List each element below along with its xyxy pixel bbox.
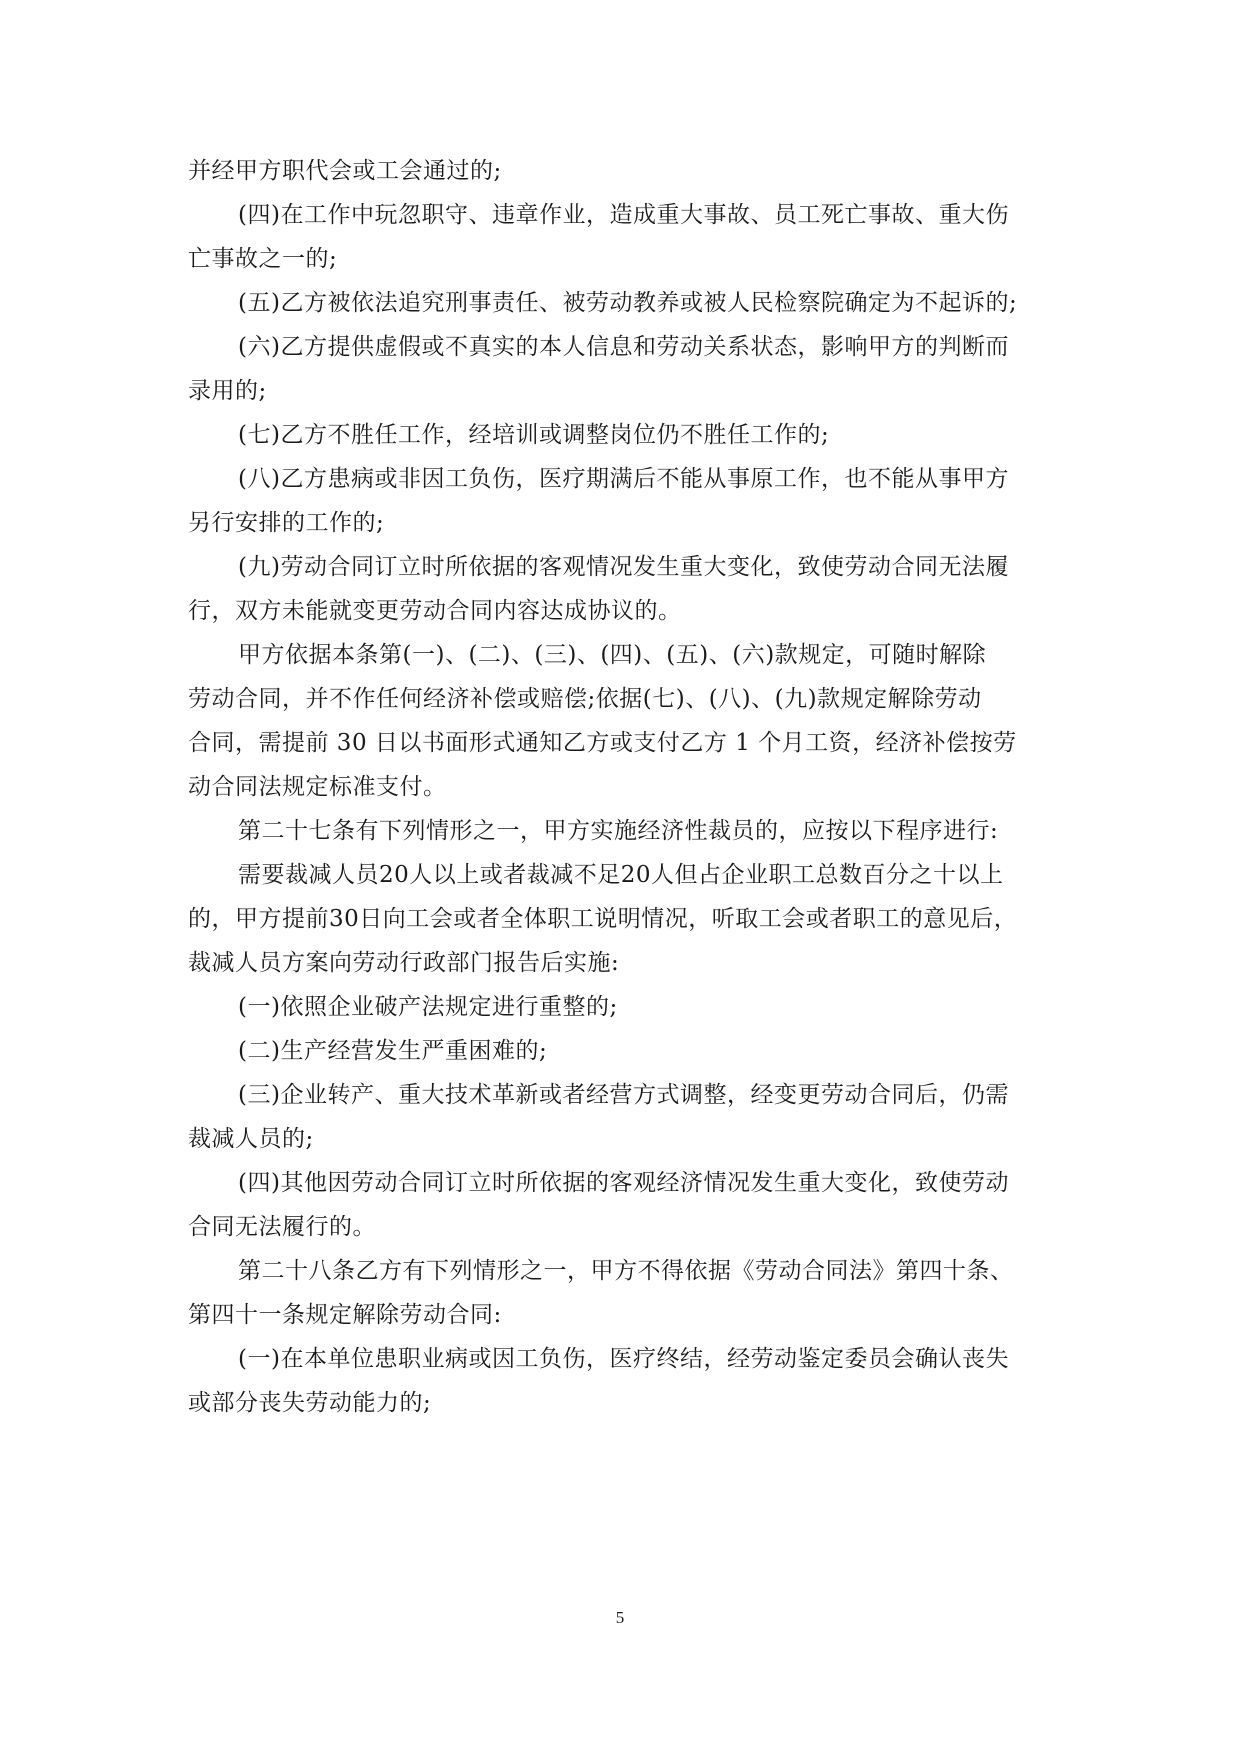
text-line: 行，双方未能就变更劳动合同内容达成协议的。 (188, 598, 682, 624)
text-line: 合同无法履行的。 (188, 1214, 376, 1240)
text-line: 动合同法规定标准支付。 (188, 774, 447, 800)
text-line: (七)乙方不胜任工作，经培训或调整岗位仍不胜任工作的; (238, 422, 830, 448)
text-line: (六)乙方提供虚假或不真实的本人信息和劳动关系状态，影响甲方的判断而 (238, 334, 1009, 360)
text-line: (九)劳动合同订立时所依据的客观情况发生重大变化，致使劳动合同无法履 (238, 554, 1009, 580)
text-line: 并经甲方职代会或工会通过的; (188, 158, 502, 184)
text-line: (八)乙方患病或非因工负伤，医疗期满后不能从事原工作，也不能从事甲方 (238, 466, 1009, 492)
text-line: (五)乙方被依法追究刑事责任、被劳动教养或被人民检察院确定为不起诉的; (238, 290, 1018, 316)
text-line: (一)在本单位患职业病或因工负伤，医疗终结，经劳动鉴定委员会确认丧失 (238, 1346, 1009, 1372)
text-line: 裁减人员方案向劳动行政部门报告后实施: (188, 950, 620, 976)
text-line: (一)依照企业破产法规定进行重整的; (238, 994, 618, 1020)
text-line: 第二十七条有下列情形之一，甲方实施经济性裁员的，应按以下程序进行: (238, 818, 999, 844)
text-line: 劳动合同，并不作任何经济补偿或赔偿;依据(七)、(八)、(九)款规定解除劳动 (188, 686, 982, 712)
text-line: (二)生产经营发生严重困难的; (238, 1038, 548, 1064)
text-line: 第二十八条乙方有下列情形之一，甲方不得依据《劳动合同法》第四十条、 (238, 1258, 1014, 1284)
text-line: 需要裁减人员20人以上或者裁减不足20人但占企业职工总数百分之十以上 (238, 862, 1004, 888)
text-line: 合同，需提前 30 日以书面形式通知乙方或支付乙方 1 个月工资，经济补偿按劳 (188, 730, 1017, 756)
text-line: 亡事故之一的; (188, 246, 338, 272)
text-line: 或部分丧失劳动能力的; (188, 1390, 432, 1416)
text-line: 另行安排的工作的; (188, 510, 385, 536)
text-line: 裁减人员的; (188, 1126, 314, 1152)
text-line: 甲方依据本条第(一)、(二)、(三)、(四)、(五)、(六)款规定，可随时解除 (238, 642, 987, 668)
text-line: (三)企业转产、重大技术革新或者经营方式调整，经变更劳动合同后，仍需 (238, 1082, 1009, 1108)
text-line: 第四十一条规定解除劳动合同: (188, 1302, 502, 1328)
text-line: 的，甲方提前30日向工会或者全体职工说明情况，听取工会或者职工的意见后， (188, 906, 1018, 932)
text-line: (四)在工作中玩忽职守、违章作业，造成重大事故、员工死亡事故、重大伤 (238, 202, 1009, 228)
text-line: 录用的; (188, 378, 267, 404)
page-number: 5 (615, 1608, 625, 1627)
text-line: (四)其他因劳动合同订立时所依据的客观经济情况发生重大变化，致使劳动 (238, 1170, 1009, 1196)
